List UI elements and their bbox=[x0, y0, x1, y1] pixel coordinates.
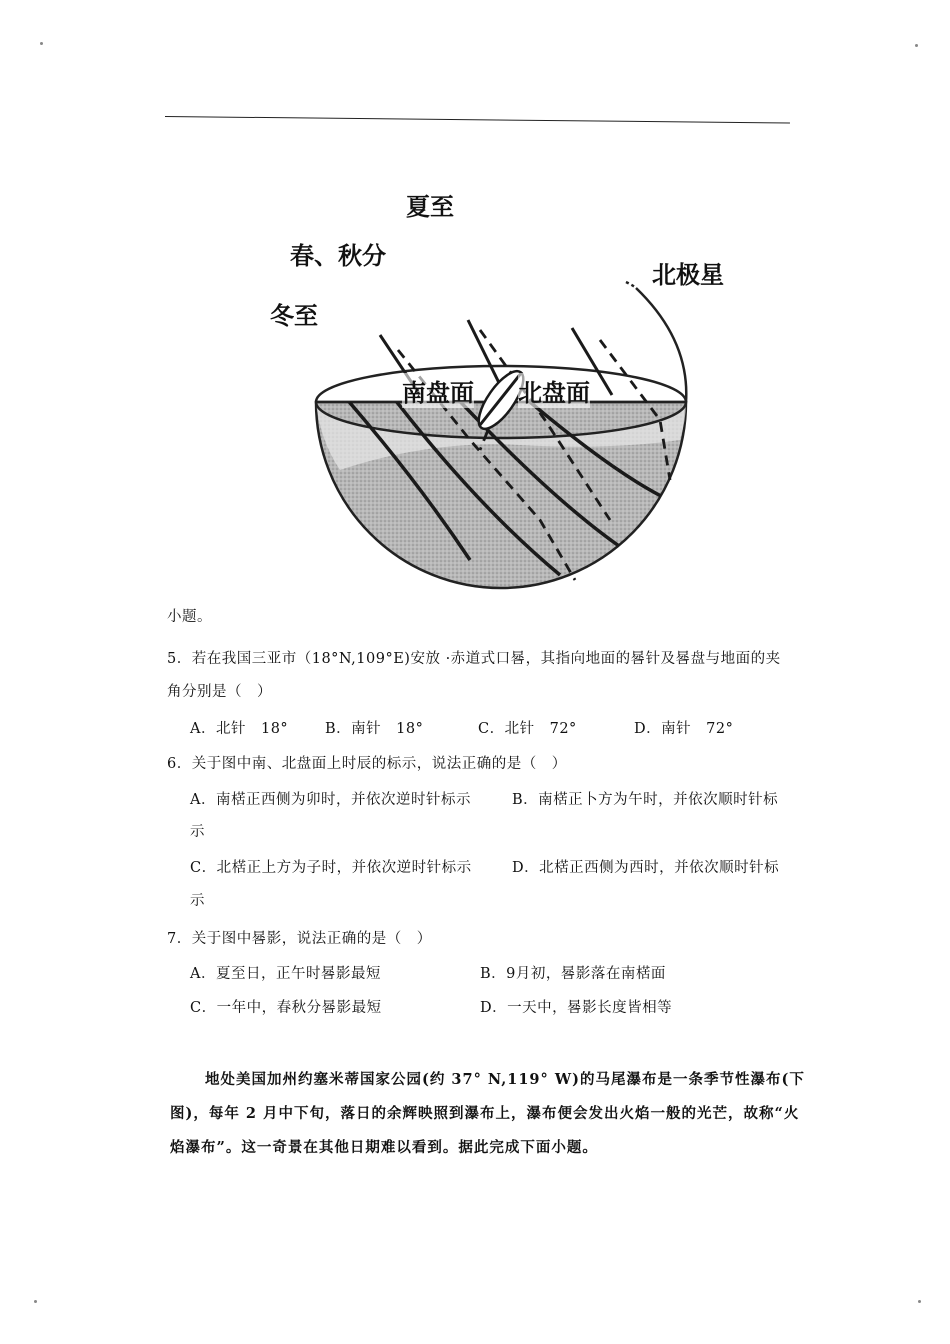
label-winter-solstice: 冬至 bbox=[270, 302, 318, 330]
q6-option-b-cont: 示 bbox=[190, 824, 205, 840]
q7-option-d: D．一天中，晷影长度皆相等 bbox=[480, 1000, 673, 1016]
passage-line-1: 地处美国加州约塞米蒂国家公园(约 37° N,119° W)的马尾瀑布是一条季节性瀑布(下 bbox=[205, 1071, 805, 1088]
intro-tail: 小题。 bbox=[167, 609, 212, 625]
q5-option-b: B．南针 18° bbox=[325, 721, 424, 737]
q6-option-c: C．北楛正上方为子时，并依次逆时针标示 bbox=[190, 860, 472, 876]
passage-line-2: 图)，每年 2 月中下旬，落日的余辉映照到瀑布上，瀑布便会发出火焰一般的光芒，故称“火 bbox=[170, 1105, 800, 1122]
q7-option-b: B．9月初，晷影落在南楛面 bbox=[480, 966, 666, 982]
label-north-dial: 北盘面 bbox=[518, 373, 590, 408]
question-5-stem-cont: 角分别是（ ） bbox=[167, 684, 272, 700]
q5-option-a: A．北针 18° bbox=[190, 721, 289, 737]
q7-option-a: A．夏至日，正午时晷影最短 bbox=[190, 966, 381, 982]
passage-line-3: 焰瀑布”。这一奇景在其他日期难以看到。据此完成下面小题。 bbox=[170, 1139, 598, 1156]
q5-option-c: C．北针 72° bbox=[478, 721, 577, 737]
q6-option-b: B．南楛正卜方为午时，并依次顺时针标 bbox=[512, 792, 779, 808]
q6-option-d-cont: 示 bbox=[190, 893, 205, 909]
sundial-diagram bbox=[0, 0, 950, 600]
label-polaris: 北极星 bbox=[652, 261, 724, 289]
q7-option-c: C．一年中，春秋分晷影最短 bbox=[190, 1000, 382, 1016]
q6-option-a: A．南楛正西侧为卯时，并依次逆时针标示 bbox=[190, 792, 471, 808]
question-6-stem: 6．关于图中南、北盘面上时辰的标示，说法正确的是（ ） bbox=[167, 756, 567, 772]
scan-speck bbox=[918, 1300, 921, 1303]
q6-option-d: D．北楛正西侧为西时，并依次顺时针标 bbox=[512, 860, 780, 876]
sundial-figure bbox=[0, 0, 950, 600]
label-summer-solstice: 夏至 bbox=[406, 193, 454, 221]
question-5-stem: 5．若在我国三亚市（18°N,109°E)安放 ·赤道式口晷，其指向地面的晷针及晷盘与地面的夹 bbox=[167, 651, 781, 667]
label-equinox: 春、秋分 bbox=[290, 242, 386, 270]
q5-option-d: D．南针 72° bbox=[634, 721, 734, 737]
label-south-dial: 南盘面 bbox=[402, 373, 474, 408]
question-7-stem: 7．关于图中晷影，说法正确的是（ ） bbox=[167, 931, 432, 947]
scan-speck bbox=[34, 1300, 37, 1303]
